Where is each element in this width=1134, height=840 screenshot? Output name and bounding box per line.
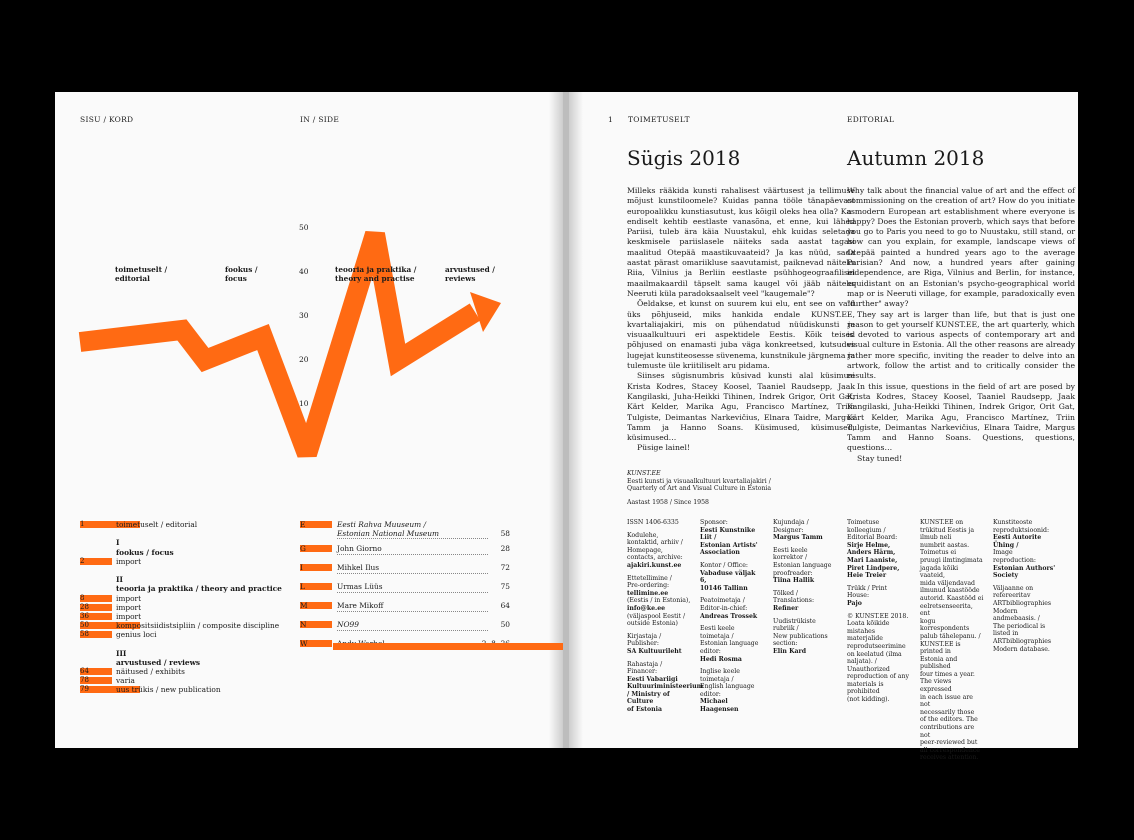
colophon-line: kontaktid, arhiiv / [627,539,683,547]
colophon-line: Margus Tamm [773,534,823,542]
colophon-line: Unauthorized [847,665,890,673]
toc-page-number: 8 [80,593,85,602]
colophon-line: trükitud Eestis ja [920,526,975,534]
colophon-line: Sponsor: [700,519,728,526]
toc-row [80,639,295,648]
editorial-text-estonian [627,186,855,454]
colophon-line: Trükk / Print House: [847,584,888,600]
artist-row [300,544,565,556]
colophon-line: Heie Treier [847,572,887,580]
colophon-line: section: [773,640,798,648]
toc-page-number: 1 [80,520,85,528]
toc-row [80,612,295,621]
artist-letter: I [300,563,303,572]
colophon-line: of the editors. The [920,716,978,724]
colophon-line: The views expressed [920,678,952,694]
colophon-line: ISSN 1406-6335 [627,519,679,526]
warhol-highlight-bar [333,643,563,650]
masthead-desc-et: Eesti kunsti ja visuaalkultuuri kvartaliajakiri / [627,477,771,485]
colophon-line: Homepage, [627,546,663,554]
colophon-line: Editorial Board: [847,534,898,542]
editorial-paragraph: Milleks rääkida kunsti rahalisest väärtusest ja tellimuse mõjust kunstiloomele? Kuidas panna tööle tänapäevast europoalikku kunstiasutust, kus kõigil oleks hea olla? Kas endiselt kehtib eestlaste vanasõna, et enne, kui lähed Pariisi, tuleb ära käia Nuustakul, ehk kuidas seletada keskmisele pariislasele näiteks sada aastat tagasi maalitud Otepää maastikuvaateid? Ja kas nüüd, sada aastat pärast omariikluse saavutamist, paiknevad näiteks Riia, Vilnius ja Berliin eestlaste psühhogeograafilisel maailmakaardil täpselt sama kaugel või jääb näiteks Neeruti küla paradoksaalselt veel "kaugemale"? [627,186,855,298]
editorial-paragraph: Siinses sügisnumbris küsivad kunsti alal küsimusi Krista Kodres, Stacey Koosel, Taaniel Raudsepp, Jaak Kangilaski, Juha-Heikki Tihinen, Indrek Grigor, Orit Gat, Kärt Kelder, Marika Agu, Francisco Martínez, Triin Tulgiste, Deimantas Narkevičius, Elnara Taidre, Margus Tamm ja Hanno Soans. Küsimused, küsimused, küsimused… [627,371,855,443]
colophon-line: Eesti Autorite [993,534,1042,542]
colophon-line: mistahes materjalide [847,627,883,643]
y-tick-label: 40 [299,267,309,276]
artist-page-number: 72 [500,563,510,572]
colophon-line: reproduktsioonid: [993,526,1050,534]
colophon-column [627,519,704,714]
section-label [115,266,167,283]
editorial-text-english [847,186,1075,464]
colophon-line: Kodulehe, [627,531,659,539]
toc-marker-bar [80,595,112,602]
toc-page-number: 58 [80,630,89,639]
colophon-line: Uudistrükiste rubriik / [773,617,816,633]
colophon-line: Vabaduse väljak 6, [700,569,756,585]
colophon-line: editor: [700,690,721,698]
page-number: 1 [608,115,614,124]
artist-letter: N [300,620,307,629]
colophon-line: KUNST.EE is printed in [920,640,961,656]
colophon-line: ARTbibliographies [993,637,1052,645]
section-label [335,266,416,283]
editorial-paragraph: They say art is larger than life, but that is just one reason to get yourself KUNST.EE, the art quarterly, which is devoted to various aspects of contemporary art and visual culture in Estonia. All the other reasons are already rather more specific, inviting the reader to delve into an artwork, follow the artist and to critically consider the results. [847,309,1075,381]
artist-row [300,520,565,538]
colophon-line: tellimine.ee [627,589,669,597]
toc-entry: teooria ja praktika / theory and practice [116,584,282,594]
section-label-line: reviews [445,273,476,283]
title-english: Autumn 2018 [847,146,985,170]
artist-letter: E [300,520,306,529]
artist-leader-line [337,592,488,593]
colophon-line: Michael Haagensen [700,698,739,714]
toc-entry: toimetuselt / editorial [116,520,198,529]
masthead-since: Aastast 1958 / Since 1958 [627,498,709,506]
colophon-line: Peatoimetaja / [700,597,745,605]
colophon-line: Eesti keele korrektor / [773,546,808,562]
toc-entry: genius loci [116,630,157,640]
y-tick-label: 50 [299,223,309,232]
colophon-line: SA Kultuurileht [627,647,682,655]
toc-row [80,658,295,667]
running-head-left: SISU / KORD [80,115,134,124]
colophon-line: Rahastaja / Financer: [627,660,663,676]
section-label-line: arvustused / [445,265,495,274]
artist-page-number: 50 [500,620,510,629]
colophon-line: English language [700,683,755,691]
running-head-mid: IN / SIDE [300,115,340,124]
colophon-line: Toimetus ei [920,549,957,557]
colophon-line: / Ministry of Culture [627,690,670,706]
toc-entry: II [116,575,123,585]
colophon-line: Estonia and published [920,655,958,671]
colophon-line: Estonian Authors' [993,564,1056,572]
colophon-line: Eesti Kunstnike Liit / [700,526,756,542]
colophon-line: New publications [773,632,828,640]
section-label [225,266,258,283]
artist-name: John Giorno [337,544,382,553]
editorial-paragraph: Püsige lainel! [637,443,690,453]
colophon-line: Estonian Artists' [700,541,758,549]
artist-name: NO99 [337,620,359,629]
colophon-line: info@ke.ee [627,604,666,612]
artist-page-number: 58 [500,529,510,538]
artist-leader-line [337,630,488,631]
toc-row [80,520,295,529]
toc-row [80,575,295,584]
colophon-line: of Estonia [627,706,662,714]
colophon-line: reprodutseerimine [847,642,906,650]
artist-letter: G [300,544,306,553]
colophon-line: (Eestis / in Estonia), [627,597,691,605]
colophon-line: Piret Lindpere, [847,564,900,572]
toc-entry: import [116,602,142,612]
toc-row [80,529,295,538]
toc-page-number: 28 [80,602,89,611]
artist-name: Eesti Rahva Muuseum / [337,520,426,529]
toc-row [80,557,295,566]
colophon-line: Mari Laaniste, [847,556,898,564]
artist-page-number: 75 [500,582,510,591]
table-of-contents [80,520,295,695]
colophon-line: Modern database. [993,645,1050,653]
colophon-line: Ettetellimine / [627,574,672,582]
y-tick-label: 0 [299,443,304,452]
colophon-line: Eesti Vabariigi [627,675,678,683]
colophon-line: necessarily those [920,708,975,716]
toc-entry: arvustused / reviews [116,657,201,667]
colophon-line: Eesti keele toimetaja / [700,625,735,640]
y-tick-label: 20 [299,355,309,364]
colophon-line: Väljaanne on [993,584,1034,592]
colophon-line: Estonian language [700,640,759,648]
colophon-line: Elin Kard [773,647,807,655]
toc-row [80,667,295,676]
colophon-line: (not kidding). [847,696,890,704]
colophon-line: Toimetuse kolleegium / [847,519,886,534]
section-label-line: fookus / [225,265,258,274]
colophon-line: Kujundaja / Designer: [773,519,809,534]
colophon-line: Society [993,572,1019,580]
colophon-line: Modern [993,607,1018,615]
colophon-line: autorid. Kaastööd ei [920,594,984,602]
artist-row [300,563,565,575]
toc-page-number: 2 [80,556,85,565]
artist-letter: L [300,582,305,591]
colophon-line: The periodical is [993,622,1046,630]
artist-leader-line [337,538,488,539]
colophon-column [993,519,1057,653]
toc-row [80,630,295,639]
toc-entry: fookus / focus [116,547,174,557]
colophon-line: Kunstiteoste [993,519,1033,526]
colophon-column [700,519,764,714]
artist-row [300,582,565,594]
colophon-line: receives attention. [920,754,979,762]
colophon-line: contacts, archive: [627,554,683,562]
toc-entry: I [116,538,120,548]
right-page [569,92,1078,762]
artist-name: Mare Mikoff [337,601,384,610]
colophon-line: andmebaasis. / [993,615,1040,623]
colophon-line: Kontor / Office: [700,561,749,569]
artist-letter: W [300,639,308,648]
colophon-line: peer-reviewed but [920,739,978,747]
toc-entry: import [116,556,142,566]
colophon-line: four times a year. [920,670,975,678]
toc-page-number: 36 [80,611,89,620]
colophon-line: KUNST.EE on [920,519,964,526]
running-head-editorial-et: TOIMETUSELT [628,115,690,124]
zigzag-chart [55,92,563,512]
artist-page-number: 28 [500,544,510,553]
toc-row [80,566,295,575]
colophon-line: Hedi Rosma [700,655,742,663]
toc-entry: III [116,648,127,658]
colophon-line: Sirje Helme, [847,541,891,549]
colophon-line: Image [993,549,1013,557]
section-label [445,266,495,283]
colophon-line: refereeritav [993,592,1031,600]
toc-marker-bar [80,558,112,565]
colophon-line: Kultuuriministeerium [627,683,704,691]
colophon-line: on keelatud (ilma [847,650,902,658]
section-label-line: toimetuselt / [115,265,168,274]
colophon-line: listed in [993,630,1019,638]
editorial-paragraph: In this issue, questions in the field of art are posed by Krista Kodres, Stacey Koosel, Taaniel Raudsepp, Jaak Kangilaski, Juha-Heikki Tihinen, Indrek Grigor, Orit Gat, Kärt Kelder, Marika Agu, Francisco Martínez, Triin Tulgiste, Deimantas Narkevičius, Elnara Taidre, Margus Tamm and Hanno Soans. Questions, questions, questions… [847,381,1075,453]
colophon-line: mida väljendavad [920,579,975,587]
left-page [55,92,563,748]
artist-letter: M [300,601,308,610]
colophon-line: materials is prohibited [847,680,884,696]
toc-page-number: 78 [80,676,89,685]
colophon-line: naljata). / [847,658,877,666]
colophon-line: 10146 Tallinn [700,584,748,592]
y-tick-label: 30 [299,311,309,320]
section-label-line: theory and practise [335,273,415,283]
artist-row [300,601,565,613]
colophon-line: outside Estonia) [627,620,678,628]
toc-entry: varia [116,676,135,686]
editorial-paragraph: Öeldakse, et kunst on suurem kui elu, ent see on vaid üks põhjuseid, miks hankida endale KUNST.EE, kvartaliajakiri, mis on pühendatud nüüdiskunsti ja visuaalkultuuri eri aspektidele Eestis. Kõik teised põhjused on enamasti juba väga konkreetsed, kutsudes lugejat kunstiteosesse süvenema, kunstnikule järgnema ja tulemuste üle kriitiliselt aru pidama. [627,299,855,371]
colophon-line: © KUNST.EE 2018. [847,612,909,620]
colophon-line: ARTbibliographies [993,599,1052,607]
toc-entry: kompositsiidistsipliin / composite discipline [116,621,280,631]
colophon-column [847,519,911,704]
colophon-line: Pajo [847,599,862,607]
colophon-line: reproduction of any [847,673,909,681]
colophon-line: pruugi ilmtingimata [920,556,983,564]
colophon-line: Association [700,549,740,557]
toc-entry: uus trükis / new publication [116,685,221,695]
section-label-line: focus [225,273,247,283]
colophon-line: Andreas Trossek [700,612,758,620]
colophon-line: Loata kõikide [847,620,890,628]
artist-leader-line [337,611,488,612]
toc-row [80,649,295,658]
editorial-paragraph: Stay tuned! [857,453,903,463]
colophon-line: Editor-in-chief: [700,604,748,612]
colophon-line: Anders Härm, [847,549,896,557]
artist-leader-line [337,554,488,555]
artist-row [300,620,565,632]
colophon-line: reproduction: [993,556,1036,564]
y-tick-label: 10 [299,399,309,408]
artist-leader-line [337,573,488,574]
toc-row [80,538,295,547]
masthead [627,470,827,506]
toc-row [80,621,295,630]
masthead-logo: KUNST.EE [627,470,661,477]
colophon-line: ajakiri.kunst.ee [627,561,682,569]
gutter-shadow [569,92,583,748]
colophon-line: in each issue are not [920,693,973,709]
colophon-line: Tiina Hallik [773,577,815,585]
colophon-line: eelretsenseerita, ent [920,602,973,618]
colophon-line: editor: [700,647,721,655]
toc-row [80,685,295,694]
colophon-line: kogu korrespondents [920,617,970,633]
toc-row [80,548,295,557]
artist-page-number: 64 [500,601,510,610]
artist-name: Mihkel Ilus [337,563,380,572]
colophon-column [773,519,837,656]
colophon-line: contributions are not [920,724,975,739]
colophon-line: ilmunud kaastööde [920,587,980,595]
toc-row [80,594,295,603]
toc-row [80,676,295,685]
toc-page-number: 50 [80,621,89,630]
colophon-line: Inglise keele toimetaja / [700,668,740,683]
colophon-line: Pre-ordering: [627,582,670,590]
masthead-desc-en: Quarterly of Art and Visual Culture in Estonia [627,485,772,493]
toc-entry: import [116,593,142,603]
toc-entry: import [116,611,142,621]
editorial-paragraph: Why talk about the financial value of art and the effect of commissioning on the creation of art? How do you initiate a modern European art establishment where everyone is happy? Does the Estonian proverb, which says that before you go to Paris you need to go to Nuustaku, still stand, or how can you explain, for example, landscape views of Otepää painted a hundred years ago to the average Parisian? And now, a hundred years after gaining independence, are Riga, Vilnius and Berlin, for instance, equidistant on an Estonian's psycho-geographical world map or is Neeruti village, for example, paradoxically even "further" away? [847,186,1075,309]
colophon-line: Estonian language [773,561,832,569]
colophon-line: numbrit aastas. [920,541,970,549]
section-label-line: editorial [115,273,150,283]
artist-name-line2: Estonian National Museum [337,529,440,538]
colophon-line: Ühing / [993,541,1019,549]
colophon-line: Refiner [773,604,799,612]
colophon-line: Tõlked / Translations: [773,589,815,605]
colophon-line: Kirjastaja / Publisher: [627,632,662,648]
toc-row [80,584,295,593]
toc-row [80,603,295,612]
colophon-column [920,519,984,762]
colophon-line: all correspondence [920,746,980,754]
section-label-line: teooria ja praktika / [335,265,417,274]
colophon-line: jagada kõiki vaateid, [920,564,959,580]
colophon-line: proofreader: [773,569,813,577]
artist-name: Urmas Lüüs [337,582,383,591]
toc-entry: näitused / exhibits [116,667,185,676]
colophon-line: palub tähelepanu. / [920,632,981,640]
title-estonian: Sügis 2018 [627,146,741,170]
colophon-line: (väljaspool Eestit / [627,612,686,620]
colophon-line: ilmub neli [920,534,952,542]
toc-page-number: 79 [80,685,89,694]
running-head-editorial-en: EDITORIAL [847,115,895,124]
toc-page-number: 64 [80,667,89,675]
